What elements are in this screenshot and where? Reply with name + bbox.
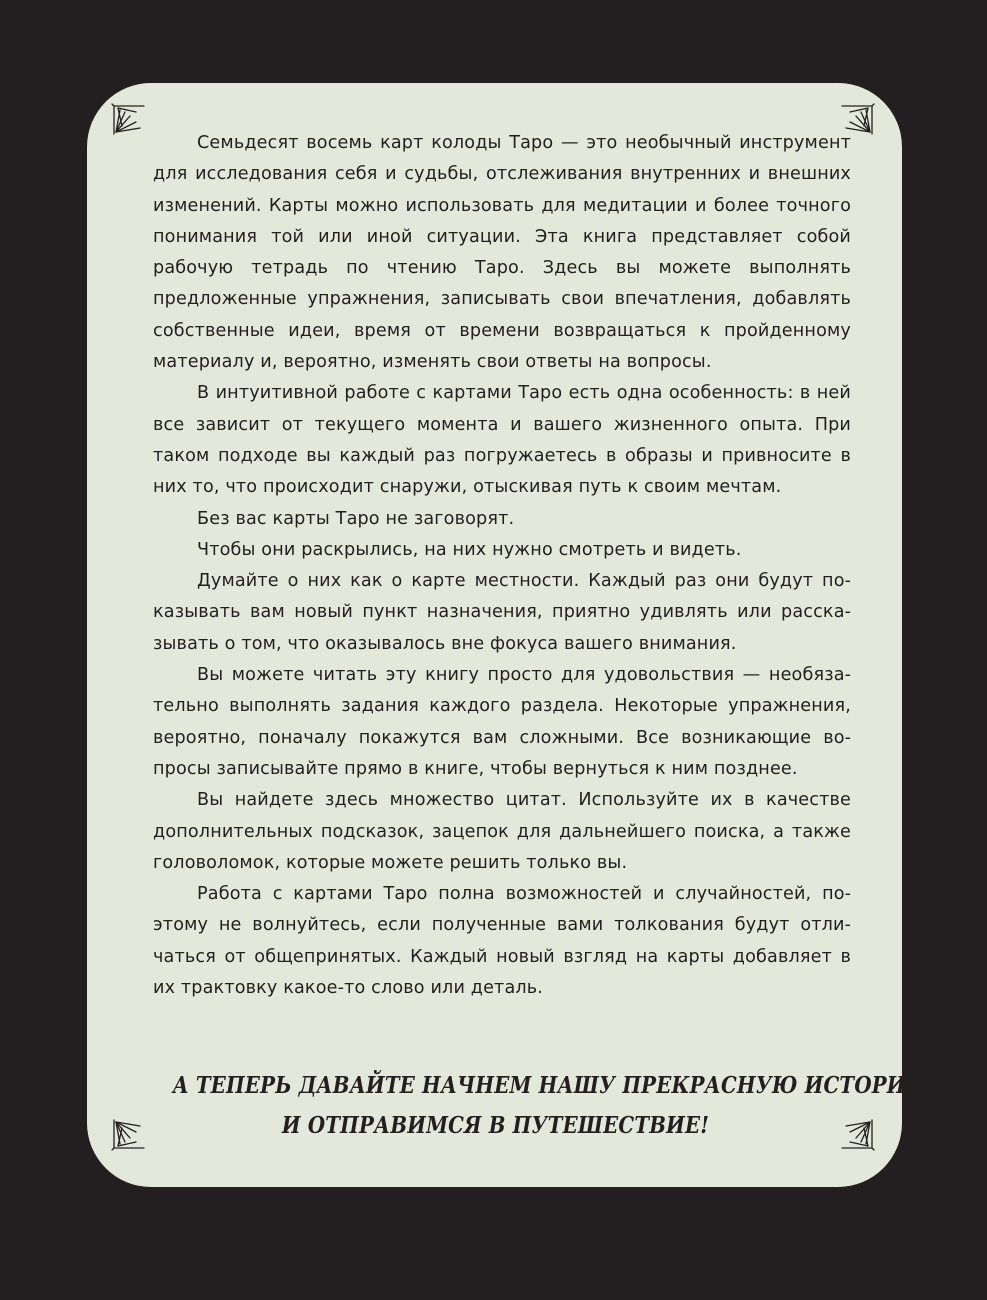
paragraph: Семьдесят восемь карт колоды Таро — это необычный инструмент для исследования себя и судьбы, отслеживания внутренних и внешних изменений. Карты можно использовать для медитации и более точного понимания той или иной ситуации. Эта книга представляет собой рабочую тетрадь по чтению Таро. Здесь вы можете выполнять предложенные упражнения, записывать свои впечатления, добавлять собственные идеи, время от времени возвращаться к пройденному материалу и, вероятно, изменять свои ответы на вопросы. — [153, 133, 851, 373]
corner-ornament-icon — [110, 100, 148, 138]
body-text — [153, 128, 851, 1004]
paragraph: Без вас карты Таро не заговорят. — [197, 508, 515, 529]
corner-ornament-icon — [110, 1116, 148, 1154]
paragraph: Чтобы они раскрылись, на них нужно смотреть и видеть. — [197, 539, 742, 560]
paragraph: Вы можете читать эту книгу просто для удовольствия — необязательно выполнять задания каждого раздела. Некоторые упражнения, вероятно, поначалу покажутся вам сложными. Все возникающие вопросы записывайте прямо в книге, чтобы вернуться к ним позднее. — [153, 665, 851, 779]
closing-line: А ТЕПЕРЬ ДАВАЙТЕ НАЧНЕМ НАШУ ПРЕКРАСНУЮ ИСТОРИЮ — [172, 1072, 932, 1099]
paragraph: Работа с картами Таро полна возможностей и случайностей, поэтому не волнуйтесь, если полученные вами толкования будут отличаться от общепринятых. Каждый новый взгляд на карты добавляет в их трактовку какое-то слово или деталь. — [153, 884, 851, 999]
closing-heading — [172, 1066, 932, 1146]
paragraph: Вы найдете здесь множество цитат. Используйте их в качестве дополнительных подсказок, зацепок для дальнейшего поиска, а также головоломок, которые можете решить только вы. — [153, 790, 851, 873]
corner-ornament-icon — [838, 1116, 876, 1154]
closing-line: И ОТПРАВИМСЯ В ПУТЕШЕСТВИЕ! — [281, 1112, 710, 1139]
paragraph: Думайте о них как о карте местности. Каждый раз они будут показывать вам новый пункт назначения, приятно удивлять или рассказывать о том, что оказывалось вне фокуса вашего внимания. — [153, 571, 851, 654]
paragraph: В интуитивной работе с картами Таро есть одна особенность: в ней все зависит от текущего момента и вашего жизненного опыта. При таком подходе вы каждый раз погружаетесь в образы и привносите в них то, что происходит снаружи, отыскивая путь к своим мечтам. — [153, 383, 851, 498]
